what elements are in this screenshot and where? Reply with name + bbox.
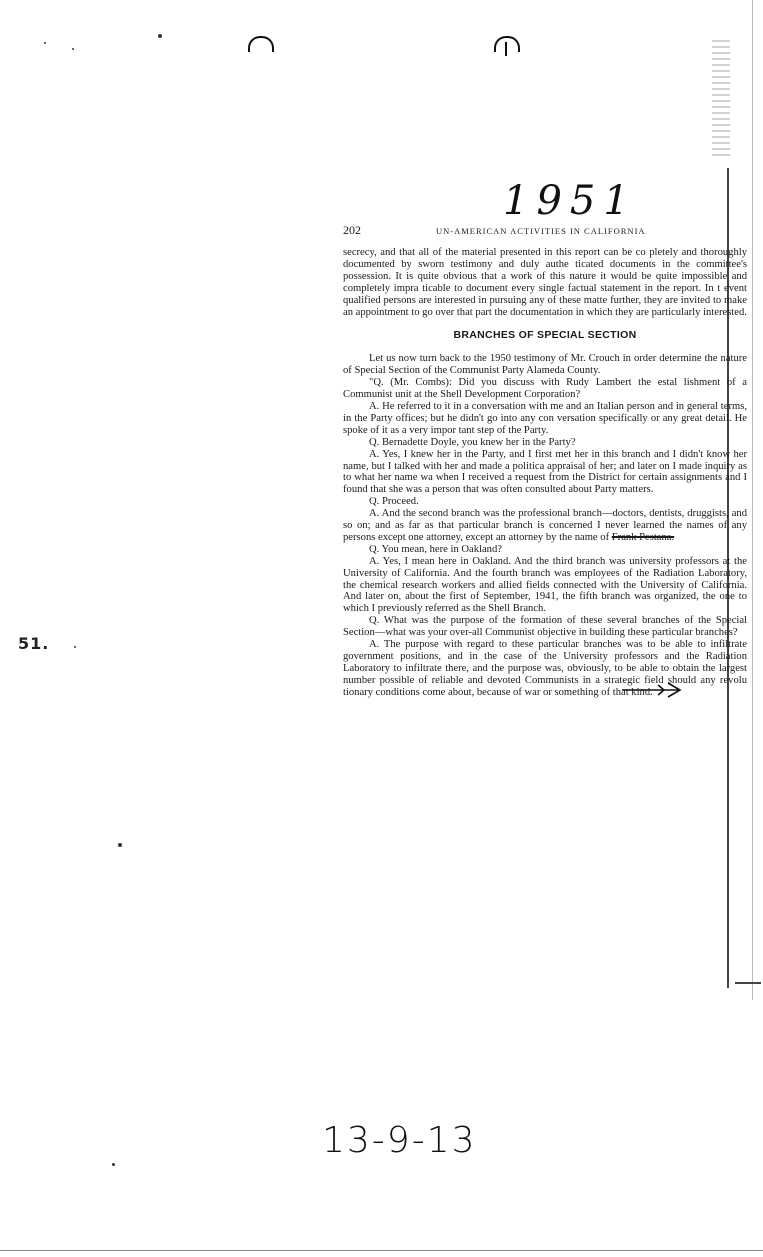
struck-name: Frank Pestana. bbox=[611, 531, 675, 543]
paragraph: A. Yes, I mean here in Oakland. And the third branch was university professors at the University of California. And the fourth branch was employees of the Radiation Laboratory, the chemical research workers and allied fields connected with the University of California. And later on, about the first of September, 1941, the fifth branch was organized, the one to which I previously referred as the Shell Branch. bbox=[343, 555, 747, 615]
running-title: UN-AMERICAN ACTIVITIES IN CALIFORNIA bbox=[436, 226, 646, 236]
paragraph-text: A. And the second branch was the professional branch—doctors, dentists, druggists, and so on; and as far as that particular branch is concerned I never learned the names of any persons except one attorney, except an attorney by the name of bbox=[343, 508, 747, 543]
page-edge-line bbox=[735, 982, 761, 984]
paragraph: Q. Bernadette Doyle, you knew her in the Party? bbox=[369, 436, 576, 448]
punch-hole-mark bbox=[494, 36, 520, 52]
scan-speck bbox=[44, 42, 46, 44]
paragraph: Q. Proceed. bbox=[369, 496, 419, 508]
page-number: 202 bbox=[343, 223, 361, 237]
scan-speck bbox=[158, 34, 162, 38]
scan-speck bbox=[112, 1163, 115, 1166]
punch-hole-mark bbox=[248, 36, 274, 52]
paragraph: A. Yes, I knew her in the Party, and I first met her in this branch and I didn't know her name, but I talked with her and made a politica appraisal of her; and later on I made inquiry as to what her name wa when I received a request from the District for certain assignments and I found that she was a person that was often consulted about Party matters. bbox=[343, 448, 747, 496]
handwritten-year: 1951 bbox=[503, 178, 637, 224]
margin-handwritten-mark: 51. bbox=[18, 634, 50, 653]
paragraph bbox=[343, 508, 747, 544]
paragraph: "Q. (Mr. Combs): Did you discuss with Rudy Lambert the estal lishment of a Communist unit at the Shell Development Corporation? bbox=[343, 377, 747, 401]
paragraph-intro: secrecy, and that all of the material presented in this report can be co pletely and thoroughly documented by sworn testimony and duly authe ticated documents in the committee's possession. It is quite obvious that a work of this nature it would be quite impossible and completely impra ticable to document every single factual statement in the report. In t event qualified persons are interested in pursuing any of these matte further, they are invited to make an appointment to go over that part the documentation in which they are particularly interested. bbox=[343, 247, 747, 318]
scan-speck bbox=[72, 48, 74, 50]
section-heading: BRANCHES OF SPECIAL SECTION bbox=[453, 329, 637, 342]
punch-hole-tick bbox=[505, 42, 507, 56]
paragraph: A. The purpose with regard to these particular branches was to be able to infiltrate government positions, and in the case of the University professors and the Radiation Laboratory to infiltrate there, and the purpose was, obviously, to be able to obtain the largest number possible of reliable and devoted Communists in a strategic field should any revolu tionary conditions come about, because of war or something of that kind. bbox=[343, 639, 747, 698]
page-edge-marks bbox=[712, 40, 730, 160]
scan-bottom-rule bbox=[0, 1250, 763, 1251]
scan-speck bbox=[118, 843, 122, 847]
paragraph: Q. What was the purpose of the formation of these several branches of the Special Section—what was your over-all Communist objective in building these particular branches? bbox=[343, 615, 747, 639]
body-text bbox=[343, 247, 747, 699]
paragraph: Let us now turn back to the 1950 testimony of Mr. Crouch in order determine the nature of Special Section of the Communist Party Alameda County. bbox=[343, 353, 747, 377]
handwritten-file-number: 13-9-13 bbox=[322, 1120, 477, 1161]
page-edge-line bbox=[752, 0, 753, 1000]
paragraph: Q. You mean, here in Oakland? bbox=[369, 543, 502, 555]
handwritten-arrow-icon bbox=[620, 680, 682, 700]
scan-speck bbox=[74, 646, 76, 648]
paragraph: A. He referred to it in a conversation with me and an Italian person and in general terms, in the Party offices; but he didn't go into any con versation specifically or any great detail. He spoke of it as a very impor tant step of the Party. bbox=[343, 400, 747, 436]
